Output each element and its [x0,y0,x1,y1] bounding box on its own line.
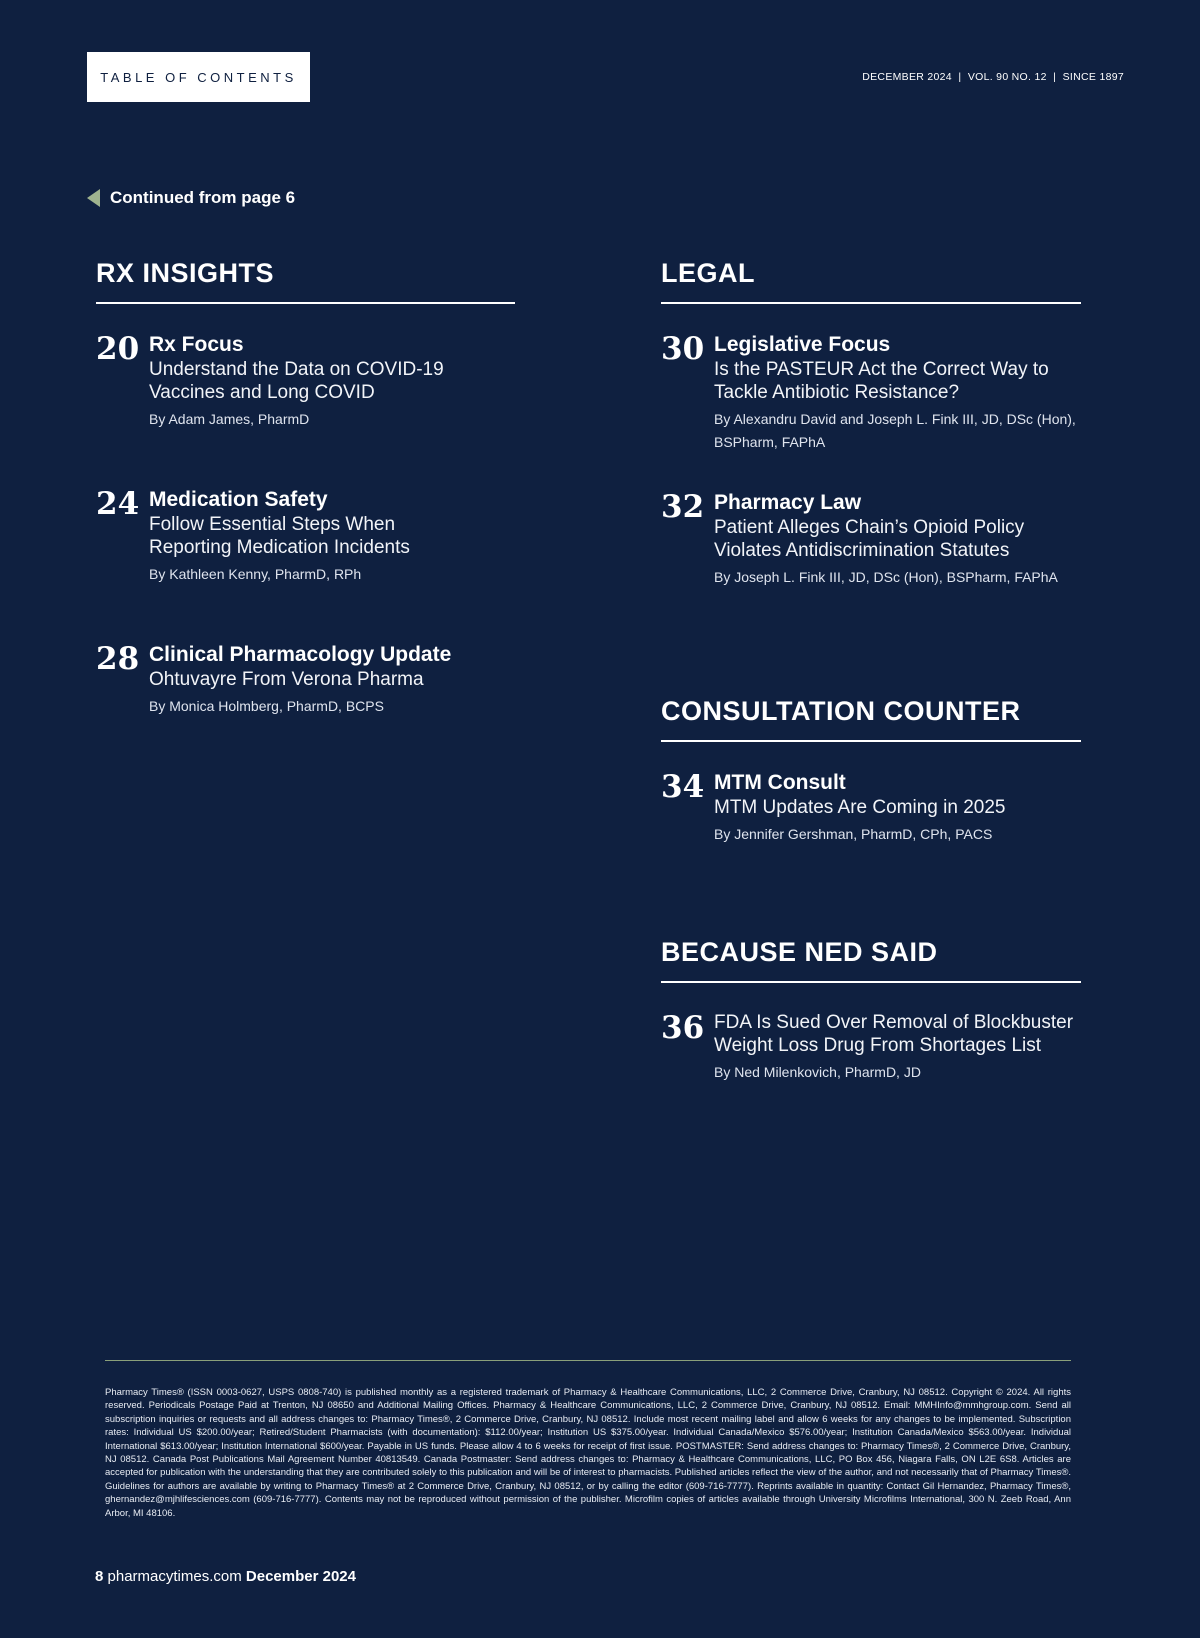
toc-entry[interactable] [661,332,1081,454]
page-number: 34 [661,769,705,805]
entry-title: Follow Essential Steps When Reporting Medication Incidents [149,514,410,558]
entry-title: MTM Updates Are Coming in 2025 [714,797,1006,818]
page-number: 36 [661,1010,705,1046]
section-heading: CONSULTATION COUNTER [661,696,1081,742]
entry-byline: By Jennifer Gershman, PharmD, CPh, PACS [714,826,993,842]
entry-byline: By Monica Holmberg, PharmD, BCPS [149,698,384,714]
entry-byline: By Alexandru David and Joseph L. Fink III, JD, DSc (Hon), BSPharm, FAPhA [714,411,1076,450]
section-heading: LEGAL [661,258,1081,304]
entry-byline: By Joseph L. Fink III, JD, DSc (Hon), BSPharm, FAPhA [714,569,1058,585]
page-number: 30 [661,331,705,367]
folio-page-number: 8 [95,1568,104,1585]
entry-title: Patient Alleges Chain’s Opioid Policy Violates Antidiscrimination Statutes [714,517,1025,561]
entry-kicker: MTM Consult [714,771,846,794]
toc-entry[interactable] [96,642,515,718]
folio-date: December 2024 [245,1568,356,1585]
section-rx-insights [96,258,515,718]
issue-info: DECEMBER 2024 | VOL. 90 NO. 12 | SINCE 1897 [862,71,1124,83]
page-number: 32 [661,489,705,525]
entry-kicker: Medication Safety [149,488,328,511]
entry-kicker: Clinical Pharmacology Update [149,643,452,666]
entry-byline: By Ned Milenkovich, PharmD, JD [714,1064,921,1080]
toc-entry[interactable] [661,770,1081,846]
page-number: 28 [96,641,140,677]
entry-byline: By Adam James, PharmD [149,411,310,427]
table-of-contents-badge: TABLE OF CONTENTS [87,52,310,102]
continued-label: Continued from page 6 [110,188,296,207]
section-because-ned-said [661,937,1081,1084]
section-legal [661,258,1081,589]
triangle-left-icon [87,189,100,207]
entry-title: Understand the Data on COVID-19 Vaccines and Long COVID [149,359,444,403]
toc-entry[interactable] [661,1011,1081,1084]
folio-site[interactable]: pharmacytimes.com [107,1568,242,1585]
footer-divider [105,1360,1071,1361]
toc-entry[interactable] [661,490,1081,589]
section-heading: BECAUSE NED SAID [661,937,1081,983]
entry-kicker: Rx Focus [149,333,244,356]
section-heading: RX INSIGHTS [96,258,515,304]
continued-from-link[interactable] [87,188,295,208]
entry-title: Ohtuvayre From Verona Pharma [149,669,424,690]
entry-byline: By Kathleen Kenny, PharmD, RPh [149,566,362,582]
publication-notice: Pharmacy Times® (ISSN 0003-0627, USPS 0808-740) is published monthly as a registered trademark of Pharmacy & Healthcare Communications, LLC, 2 Commerce Drive, Cranbury, NJ 08512. Copyright © 2024. All rights reserved. Periodicals Postage Paid at Trenton, NJ 08650 and Additional Mailing Offices. Pharmacy & Healthcare Communications, LLC, 2 Commerce Drive, Cranbury, NJ 08512. Email: MMHInfo@mmhgroup.com. Send all subscription inquiries or requests and all address changes to: Pharmacy Times®, 2 Commerce Drive, Cranbury, NJ 08512. Include most recent mailing label and allow 6 weeks for any changes to be implemented. Subscription rates: Individual US $200.00/year; Retired/Student Pharmacists (with documentation): $112.00/year; Institution US $375.00/year. Individual Canada/Mexico $576.00/year; Institution Canada/Mexico $563.00/year. Individual International $613.00/year; Institution International $600/year. Payable in US funds. Please allow 4 to 6 weeks for receipt of first issue. POSTMASTER: Send address changes to: Pharmacy Times®, 2 Commerce Drive, Cranbury, NJ 08512. Canada Post Publications Mail Agreement Number 40813549. Canada Postmaster: Send address changes to: Pharmacy & Healthcare Communications, LLC, PO Box 456, Niagara Falls, ON L2E 6S8. Articles are accepted for publication with the understanding that they are contributed solely to this publication and will be of interest to pharmacists. Published articles reflect the view of the author, and not necessarily that of Pharmacy Times®. Guidelines for authors are available by writing to Pharmacy Times® at 2 Commerce Drive, Cranbury, NJ 08512, or by calling the editor (609-716-7777). Reprints available in quantity: Contact Gil Hernandez, Pharmacy Times®, ghernandez@mjhlifesciences.com (609-716-7777). Contents may not be reproduced without permission of the publisher. Microfilm copies of articles available through University Microfilms International, 300 N. Zeeb Road, Ann Arbor, MI 48106. [105,1387,1071,1519]
entry-kicker: Pharmacy Law [714,491,862,514]
page-number: 24 [96,486,140,522]
toc-entry[interactable] [96,332,515,431]
section-consultation-counter [661,696,1081,846]
entry-kicker: Legislative Focus [714,333,891,356]
page-number: 20 [96,331,140,367]
entry-title: FDA Is Sued Over Removal of Blockbuster Weight Loss Drug From Shortages List [714,1012,1074,1056]
entry-title: Is the PASTEUR Act the Correct Way to Tackle Antibiotic Resistance? [714,359,1049,403]
page-folio [95,1568,356,1585]
toc-entry[interactable] [96,487,515,586]
